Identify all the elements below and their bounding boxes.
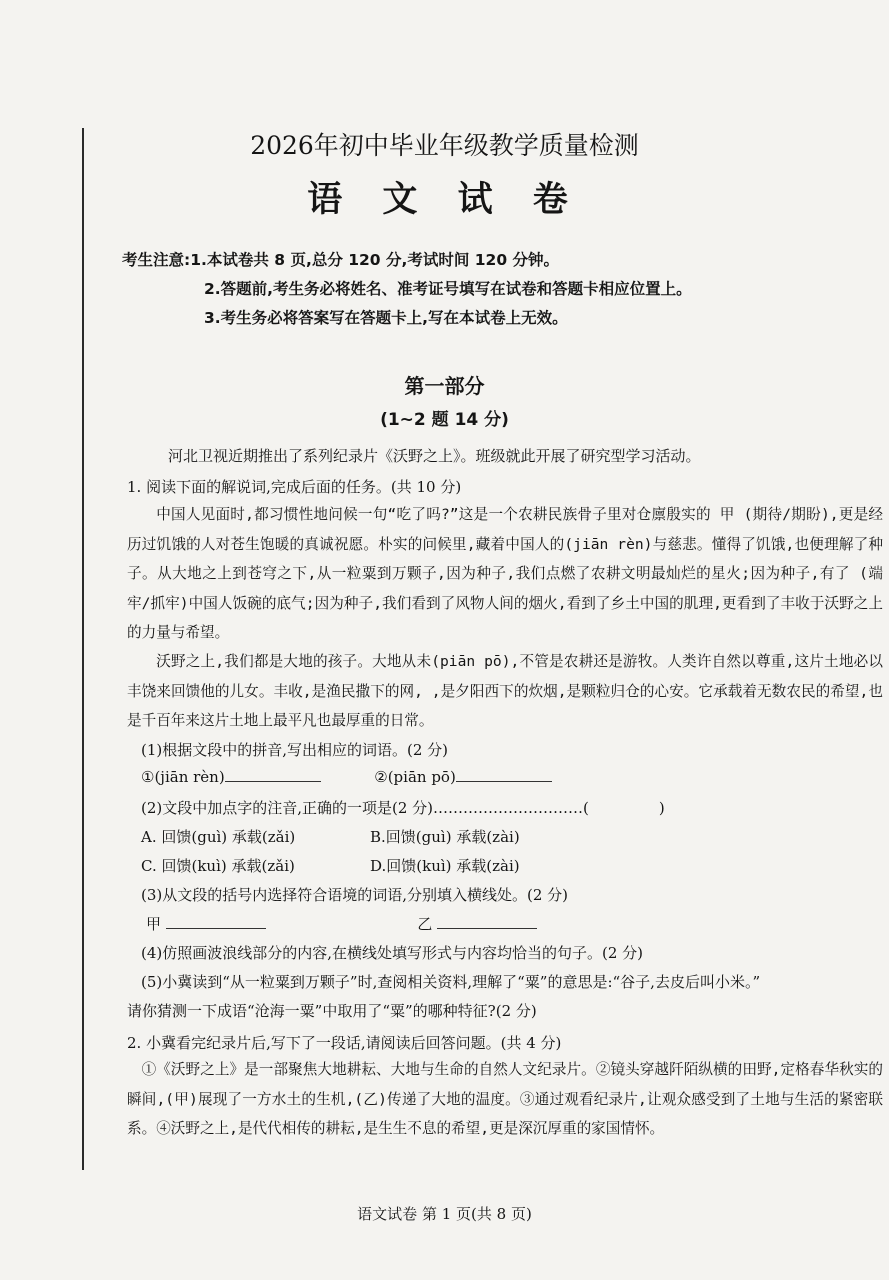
notice-item: 3.考生务必将答案写在答题卡上,写在本试卷上无效。 [204, 309, 568, 327]
exam-title: 2026年初中毕业年级教学质量检测 [250, 131, 639, 160]
task-2-prompt [141, 797, 665, 818]
task-4-prompt: (4)仿照画波浪线部分的内容,在横线处填写形式与内容均恰当的句子。(2 分) [141, 944, 644, 962]
notice-item: 2.答题前,考生务必将姓名、准考证号填写在试卷和答题卡相应位置上。 [204, 280, 692, 298]
option-c: C. 回馈(kuì) 承载(zǎi) [141, 857, 295, 875]
passage-paragraph-1: 中国人见面时,都习惯性地问候一句“吃了吗?”这是一个农耕民族骨子里对仓廪殷实的 甲 (期待/期盼),更是经历过饥饿的人对苍生饱暖的真诚祝愿。朴实的问候里,藏着中国人的(jiān rèn)与慈悲。懂得了饥饿,也便理解了种子。从大地之上到苍穹之下,从一粒粟到万颗子,因为种子,我们点燃了农耕文明最灿烂的星火;因为种子,有了 (端牢/抓牢)中国人饭碗的底气;因为种子,我们看到了风物人间的烟火,看到了乡土中国的肌理,更看到了丰收于沃野之上的力量与希望。 [127, 506, 883, 641]
answer-blank [456, 781, 552, 782]
blank-yi-label: 乙 [417, 915, 433, 933]
binding-margin-line [82, 128, 84, 1170]
task-2-text: (2)文段中加点字的注音,正确的一项是(2 分)…………………………( [141, 799, 589, 817]
task-5-question: 请你猜测一下成语“沧海一粟”中取用了“粟”的哪种特征?(2 分) [127, 1002, 537, 1020]
option-a: A. 回馈(guì) 承载(zǎi) [141, 828, 296, 846]
question-2-stem: 2. 小冀看完纪录片后,写下了一段话,请阅读后回答问题。(共 4 分) [127, 1034, 562, 1052]
part-subtitle: (1~2 题 14 分) [380, 410, 509, 430]
notice-item: 1.本试卷共 8 页,总分 120 分,考试时间 120 分钟。 [190, 251, 560, 269]
part-title: 第一部分 [404, 374, 485, 398]
answer-blank [166, 928, 266, 929]
task-1-prompt: (1)根据文段中的拼音,写出相应的词语。(2 分) [141, 741, 449, 759]
notice-label: 考生注意: [122, 251, 191, 269]
answer-blank [437, 928, 537, 929]
page-footer: 语文试卷 第 1 页(共 8 页) [357, 1205, 532, 1223]
task-3-prompt: (3)从文段的括号内选择符合语境的词语,分别填入横线处。(2 分) [141, 886, 569, 904]
question-1-stem: 1. 阅读下面的解说词,完成后面的任务。(共 10 分) [127, 478, 462, 496]
task-1a-label: ①(jiān rèn) [141, 768, 225, 786]
option-d: D.回馈(kuì) 承载(zài) [370, 857, 520, 875]
notice-block [122, 246, 692, 333]
passage-paragraph-2: 沃野之上,我们都是大地的孩子。大地从未(piān pō),不管是农耕还是游牧。人类许自然以尊重,这片土地必以丰饶来回馈他的儿女。丰收,是渔民撒下的网, ,是夕阳西下的炊烟,是颗粒归仓的心安。它承载着无数农民的希望,也是千百年来这片土地上最平凡也最厚重的日常。 [127, 653, 883, 729]
option-b: B.回馈(guì) 承载(zài) [370, 828, 520, 846]
task-3-answers [146, 913, 537, 934]
question-2-passage: ①《沃野之上》是一部聚焦大地耕耘、大地与生命的自然人文纪录片。②镜头穿越阡陌纵横的田野,定格春华秋实的瞬间,(甲)展现了一方水土的生机,(乙)传递了大地的温度。③通过观看纪录片,让观众感受到了土地与生活的紧密联系。④沃野之上,是代代相传的耕耘,是生生不息的希望,更是深沉厚重的家国情怀。 [127, 1061, 883, 1137]
intro-text: 河北卫视近期推出了系列纪录片《沃野之上》。班级就此开展了研究型学习活动。 [168, 447, 701, 465]
task-5-prompt: (5)小冀读到“从一粒粟到万颗子”时,查阅相关资料,理解了“粟”的意思是:“谷子,去皮后叫小米。” [141, 973, 761, 991]
task-1-answers [141, 768, 552, 786]
blank-jia-label: 甲 [146, 915, 162, 933]
subject-title: 语 文 试 卷 [307, 180, 582, 220]
task-2-bracket-end: ) [658, 799, 665, 817]
task-1b-label: ②(piān pō) [374, 768, 456, 786]
answer-blank [225, 781, 321, 782]
